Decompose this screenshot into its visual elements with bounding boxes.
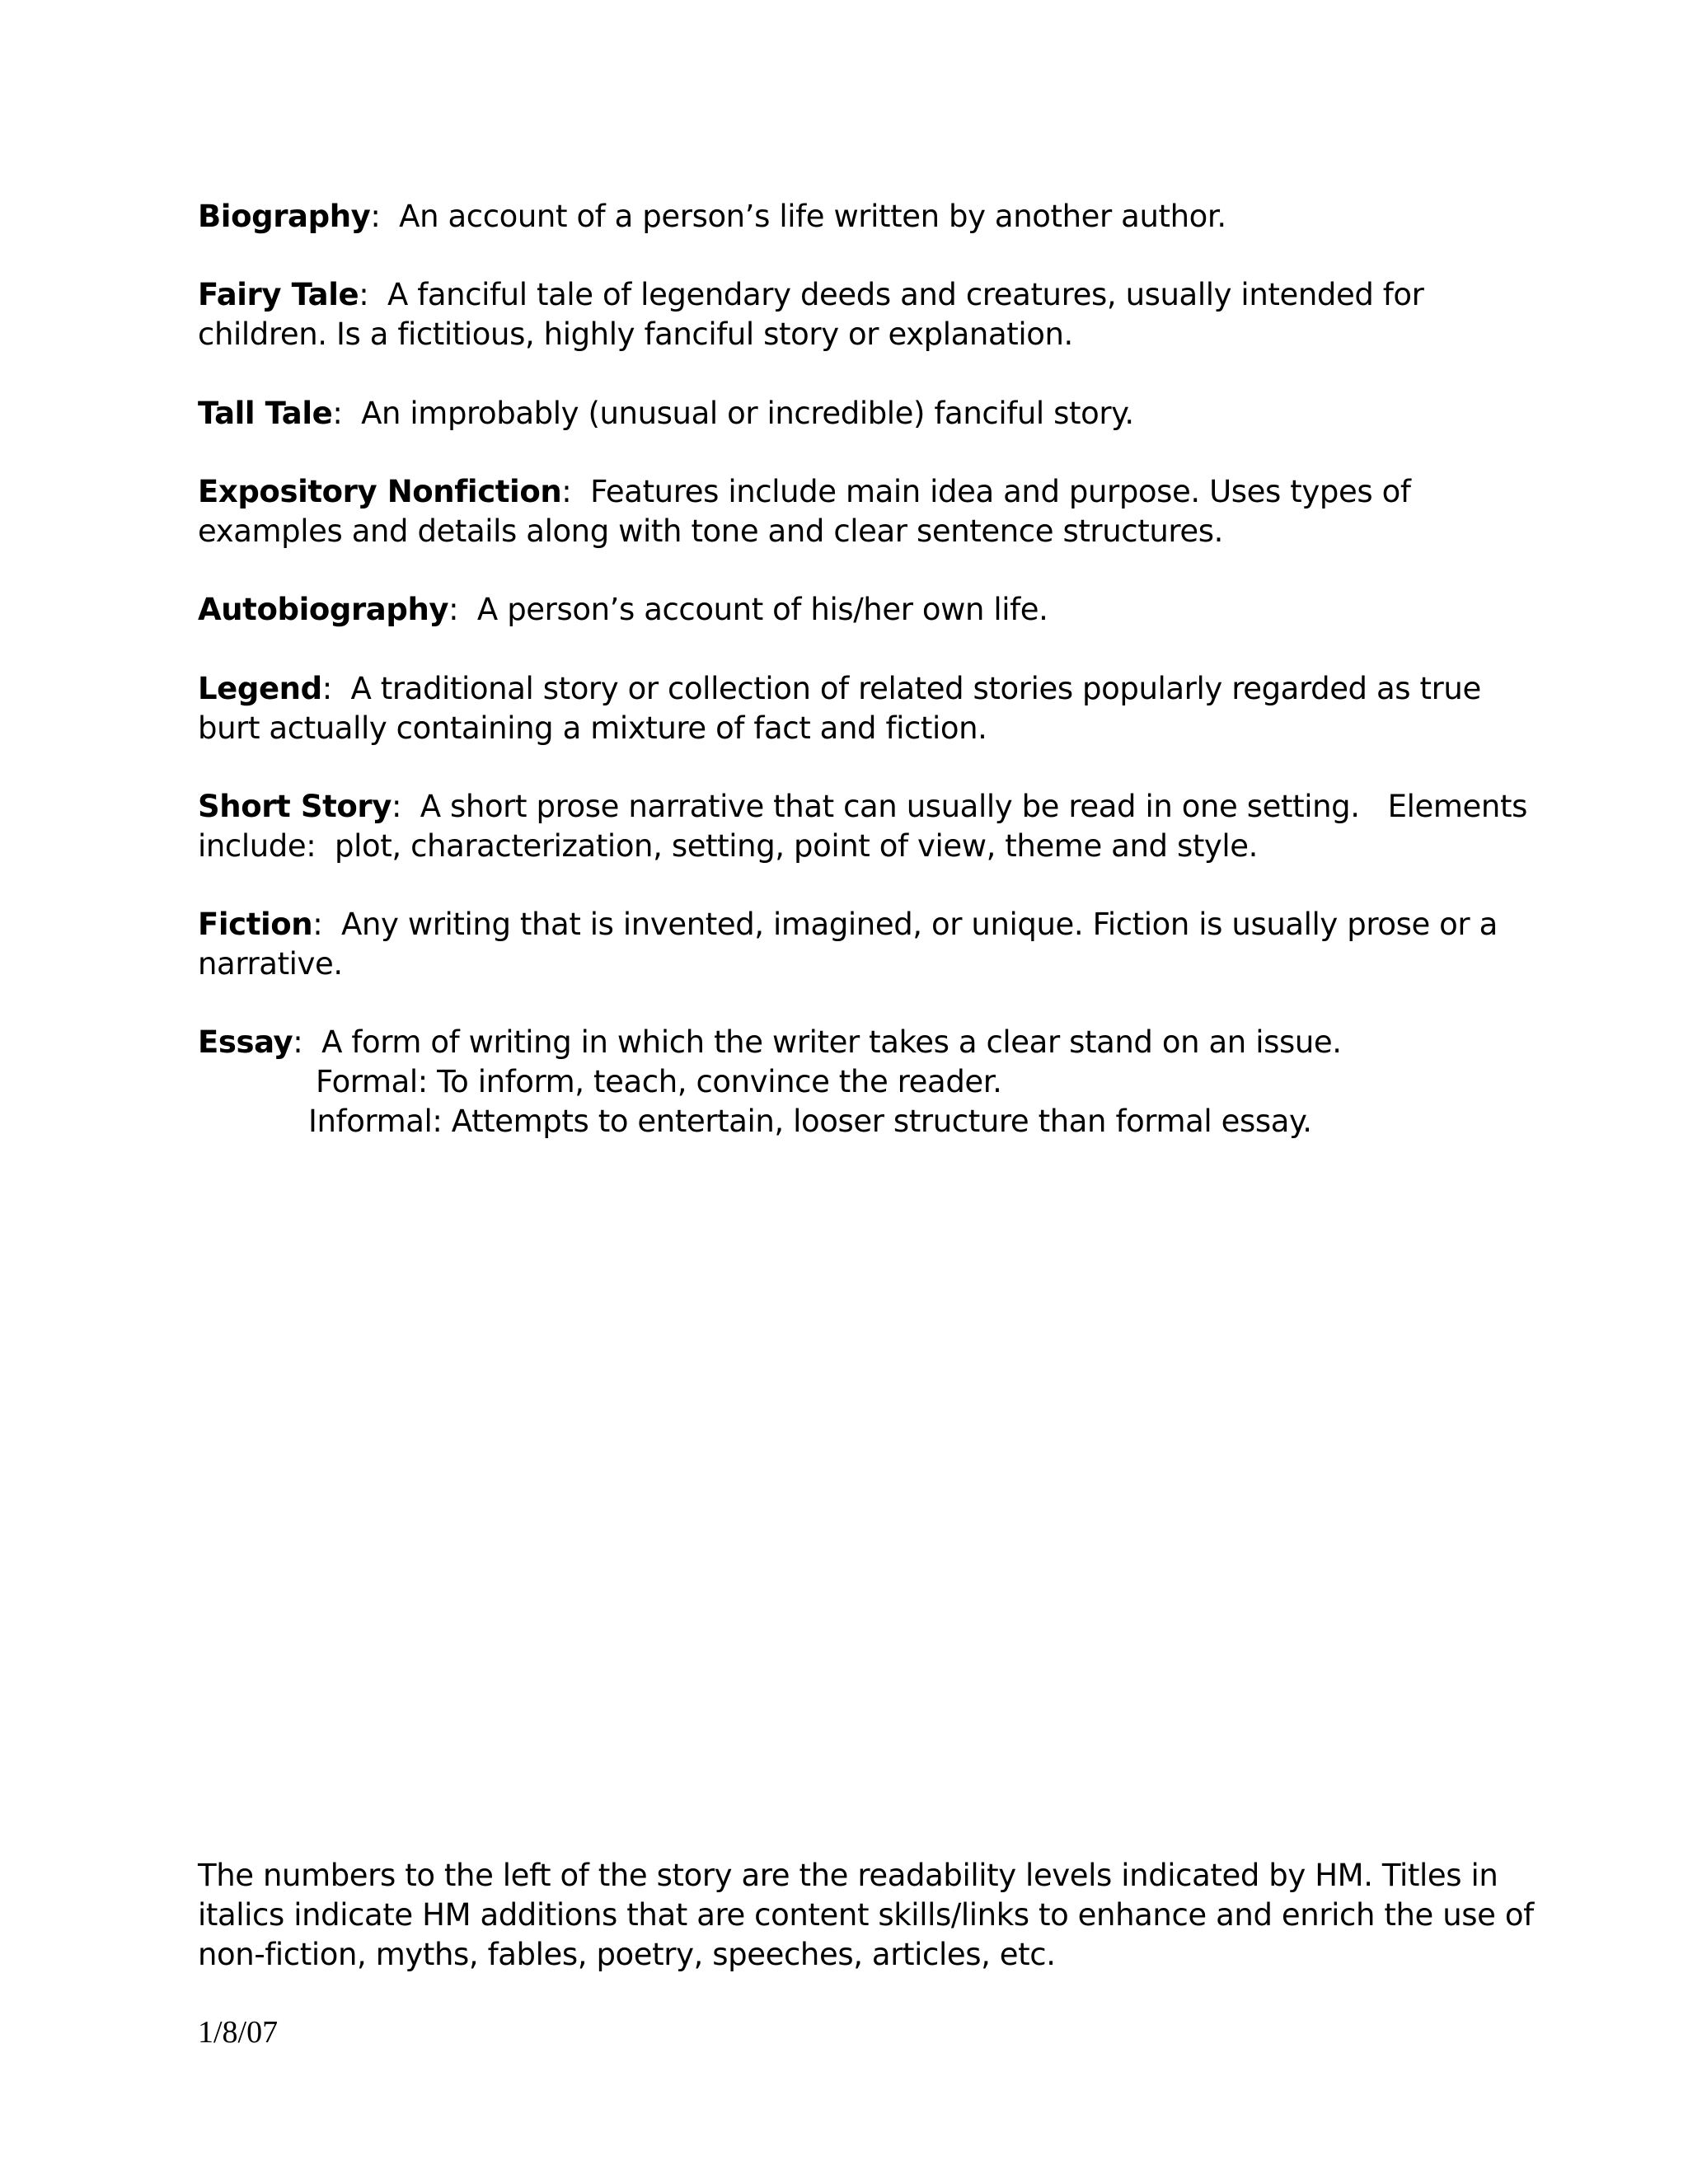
essay-subtype-formal: Formal: To inform, teach, convince the reader. (316, 1064, 1002, 1099)
definition-text: An improbably (unusual or incredible) fanciful story. (361, 396, 1134, 431)
term-label: Expository Nonfiction (198, 474, 562, 509)
definition-legend (198, 669, 1550, 748)
definition-text: Features include main idea and purpose. Uses types of examples and details along with tone and clear sentence structures. (198, 474, 1411, 549)
readability-footnote: The numbers to the left of the story are the readability levels indicated by HM. Titles in italics indicate HM additions that are content skills/links to enhance and enrich the use of non-fiction, myths, fables, poetry, speeches, articles, etc. (198, 1858, 1534, 1972)
term-label: Short Story (198, 789, 392, 824)
definition-fiction (198, 905, 1517, 984)
definition-fairy-tale (198, 275, 1550, 354)
definition-text: An account of a person’s life written by another author. (399, 199, 1226, 234)
term-label: Autobiography (198, 592, 449, 627)
definition-biography (198, 197, 1566, 237)
document-date: 1/8/07 (198, 2015, 279, 2050)
essay-subtype-informal: Informal: Attempts to entertain, looser structure than formal essay. (308, 1104, 1312, 1139)
term-label: Fairy Tale (198, 277, 359, 312)
term-separator: : (293, 1024, 322, 1060)
definition-short-story (198, 787, 1537, 866)
definition-text: A form of writing in which the writer takes a clear stand on an issue. (321, 1024, 1342, 1060)
definition-essay (198, 1023, 1566, 1062)
definition-text: A fanciful tale of legendary deeds and creatures, usually intended for children. Is a fictitious, highly fanciful story or explanation. (198, 277, 1424, 352)
term-separator: : (391, 789, 420, 824)
term-separator: : (448, 592, 477, 627)
term-label: Biography (198, 199, 371, 234)
term-label: Tall Tale (198, 396, 333, 431)
definition-text: A traditional story or collection of related stories popularly regarded as true burt actually containing a mixture of fact and fiction. (198, 671, 1481, 746)
term-separator: : (359, 277, 388, 312)
term-label: Fiction (198, 907, 313, 942)
definition-text: A person’s account of his/her own life. (476, 592, 1048, 627)
definition-expository-nonfiction (198, 472, 1550, 551)
term-separator: : (370, 199, 400, 234)
term-separator: : (312, 907, 342, 942)
definition-tall-tale (198, 394, 1566, 434)
definition-text: Any writing that is invented, imagined, or unique. Fiction is usually prose or a narrative. (198, 907, 1498, 982)
term-label: Legend (198, 671, 322, 706)
term-label: Essay (198, 1024, 293, 1060)
term-separator: : (321, 671, 351, 706)
definition-autobiography (198, 590, 1566, 630)
definition-text: A short prose narrative that can usually be read in one setting. Elements include: plot, characterization, setting, point of view, theme and style. (198, 789, 1537, 864)
term-separator: : (332, 396, 362, 431)
term-separator: : (561, 474, 591, 509)
